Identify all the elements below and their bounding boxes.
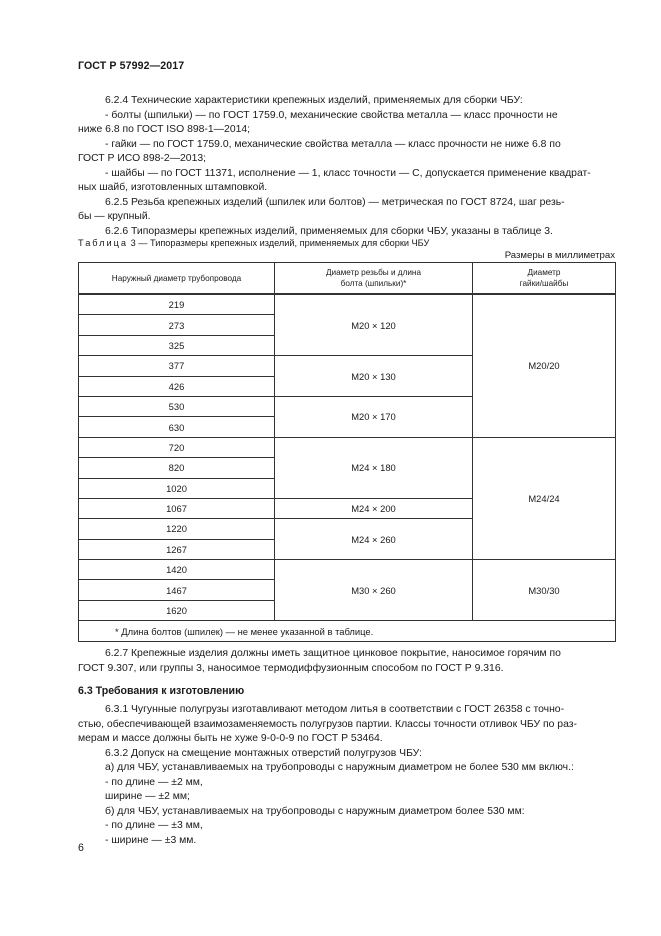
paragraph-line: а) для ЧБУ, устанавливаемых на трубопроводы с наружным диаметром не более 530 мм включ.: [105,762,574,773]
paragraph-line: ширине — ±2 мм; [105,791,190,802]
paragraph-line: 6.2.7 Крепежные изделия должны иметь защитное цинковое покрытие, наносимое горячим по [105,648,561,659]
nut-washer-cell: М30/30 [473,560,616,621]
bolt-size-cell: М30 × 260 [275,560,473,621]
table-footnote: * Длина болтов (шпилек) — не менее указанной в таблице. [79,621,616,642]
paragraph-line: - шайбы — по ГОСТ 11371, исполнение — 1, класс точности — С, допускается применение квадрат- [105,167,591,179]
paragraph-line: 6.3.2 Допуск на смещение монтажных отверстий полугрузов ЧБУ: [105,747,422,759]
paragraph-line: 6.2.5 Резьба крепежных изделий (шпилек или болтов) — метрическая по ГОСТ 8724, шаг резь- [105,196,565,208]
paragraph-line: - по длине — ±2 мм, [105,776,203,788]
pipe-diameter-cell: 1067 [79,498,275,518]
pipe-diameter-cell: 426 [79,376,275,396]
table-caption-label: Таблица [78,238,129,248]
table-row [79,294,616,315]
paragraph-line: 6.3.1 Чугунные полугрузы изготавливают методом литья в соответствии с ГОСТ 26358 с точно- [105,704,565,715]
paragraph-line: б) для ЧБУ, устанавливаемых на трубопроводы с наружным диаметром более 530 мм: [105,805,525,817]
pipe-diameter-cell: 377 [79,356,275,376]
section-6-2-4-to-6-2-6 [78,94,615,239]
header-nut-washer: Диаметр гайки/шайбы [473,263,616,295]
table-caption [78,238,429,248]
paragraph-line: ных шайб, изготовленных штамповкой. [78,182,268,193]
pipe-diameter-cell: 530 [79,396,275,416]
section-6-3 [78,703,615,848]
nut-washer-cell: М20/20 [473,294,616,437]
bolt-size-cell: М20 × 130 [275,356,473,397]
pipe-diameter-cell: 820 [79,458,275,478]
paragraph-line: - ширине — ±3 мм. [105,834,197,846]
paragraph-line: - гайки — по ГОСТ 1759.0, механические свойства металла — класс прочности не ниже 6.8 по [105,138,561,150]
document-header: ГОСТ Р 57992—2017 [78,60,185,72]
bolt-size-cell: М20 × 170 [275,396,473,437]
table-header-row [79,263,616,295]
paragraph-line: стью, обеспечивающей взаимозаменяемость полугрузов партии. Классы точности отливок ЧБУ по раз- [78,718,577,730]
paragraph-line: бы — крупный. [78,211,151,222]
table-footnote-row [79,621,616,642]
table-row [79,560,616,580]
table-row [79,437,616,457]
paragraph-line: ГОСТ 9.307, или группы 3, наносимое термодиффузионным способом по ГОСТ Р 9.316. [78,662,504,674]
paragraph-line: ниже 6.8 по ГОСТ ISO 898-1—2014; [78,124,251,135]
pipe-diameter-cell: 1020 [79,478,275,498]
section-6-2-7 [78,647,615,676]
pipe-diameter-cell: 1467 [79,580,275,600]
pipe-diameter-cell: 1620 [79,600,275,620]
bolt-size-cell: М24 × 180 [275,437,473,498]
pipe-diameter-cell: 630 [79,417,275,437]
paragraph-line: - болты (шпильки) — по ГОСТ 1759.0, механические свойства металла — класс прочности не [105,109,558,121]
pipe-diameter-cell: 720 [79,437,275,457]
pipe-diameter-cell: 273 [79,315,275,335]
header-bolt-size: Диаметр резьбы и длина болта (шпильки)* [275,263,473,295]
paragraph-line: - по длине — ±3 мм, [105,820,203,831]
pipe-diameter-cell: 1420 [79,560,275,580]
paragraph-line: мерам и массе должны быть не хуже 9-0-0-9 по ГОСТ Р 53464. [78,733,383,744]
header-pipe-diameter: Наружный диаметр трубопровода [79,263,275,295]
page-number: 6 [78,842,84,854]
section-heading: 6.3 Требования к изготовлению [78,685,245,697]
bolt-size-cell: М24 × 260 [275,519,473,560]
nut-washer-cell: М24/24 [473,437,616,559]
table-units: Размеры в миллиметрах [504,250,615,261]
table-caption-text: 3 — Типоразмеры крепежных изделий, применяемых для сборки ЧБУ [128,238,430,248]
fastener-sizes-table [78,262,616,642]
pipe-diameter-cell: 219 [79,294,275,315]
pipe-diameter-cell: 325 [79,335,275,355]
paragraph-line: 6.2.4 Технические характеристики крепежных изделий, применяемых для сборки ЧБУ: [105,95,523,106]
paragraph-line: 6.2.6 Типоразмеры крепежных изделий, применяемых для сборки ЧБУ, указаны в таблице 3. [105,225,553,237]
bolt-size-cell: М24 × 200 [275,498,473,518]
paragraph-line: ГОСТ Р ИСО 898-2—2013; [78,153,207,164]
pipe-diameter-cell: 1220 [79,519,275,539]
bolt-size-cell: М20 × 120 [275,294,473,356]
pipe-diameter-cell: 1267 [79,539,275,559]
